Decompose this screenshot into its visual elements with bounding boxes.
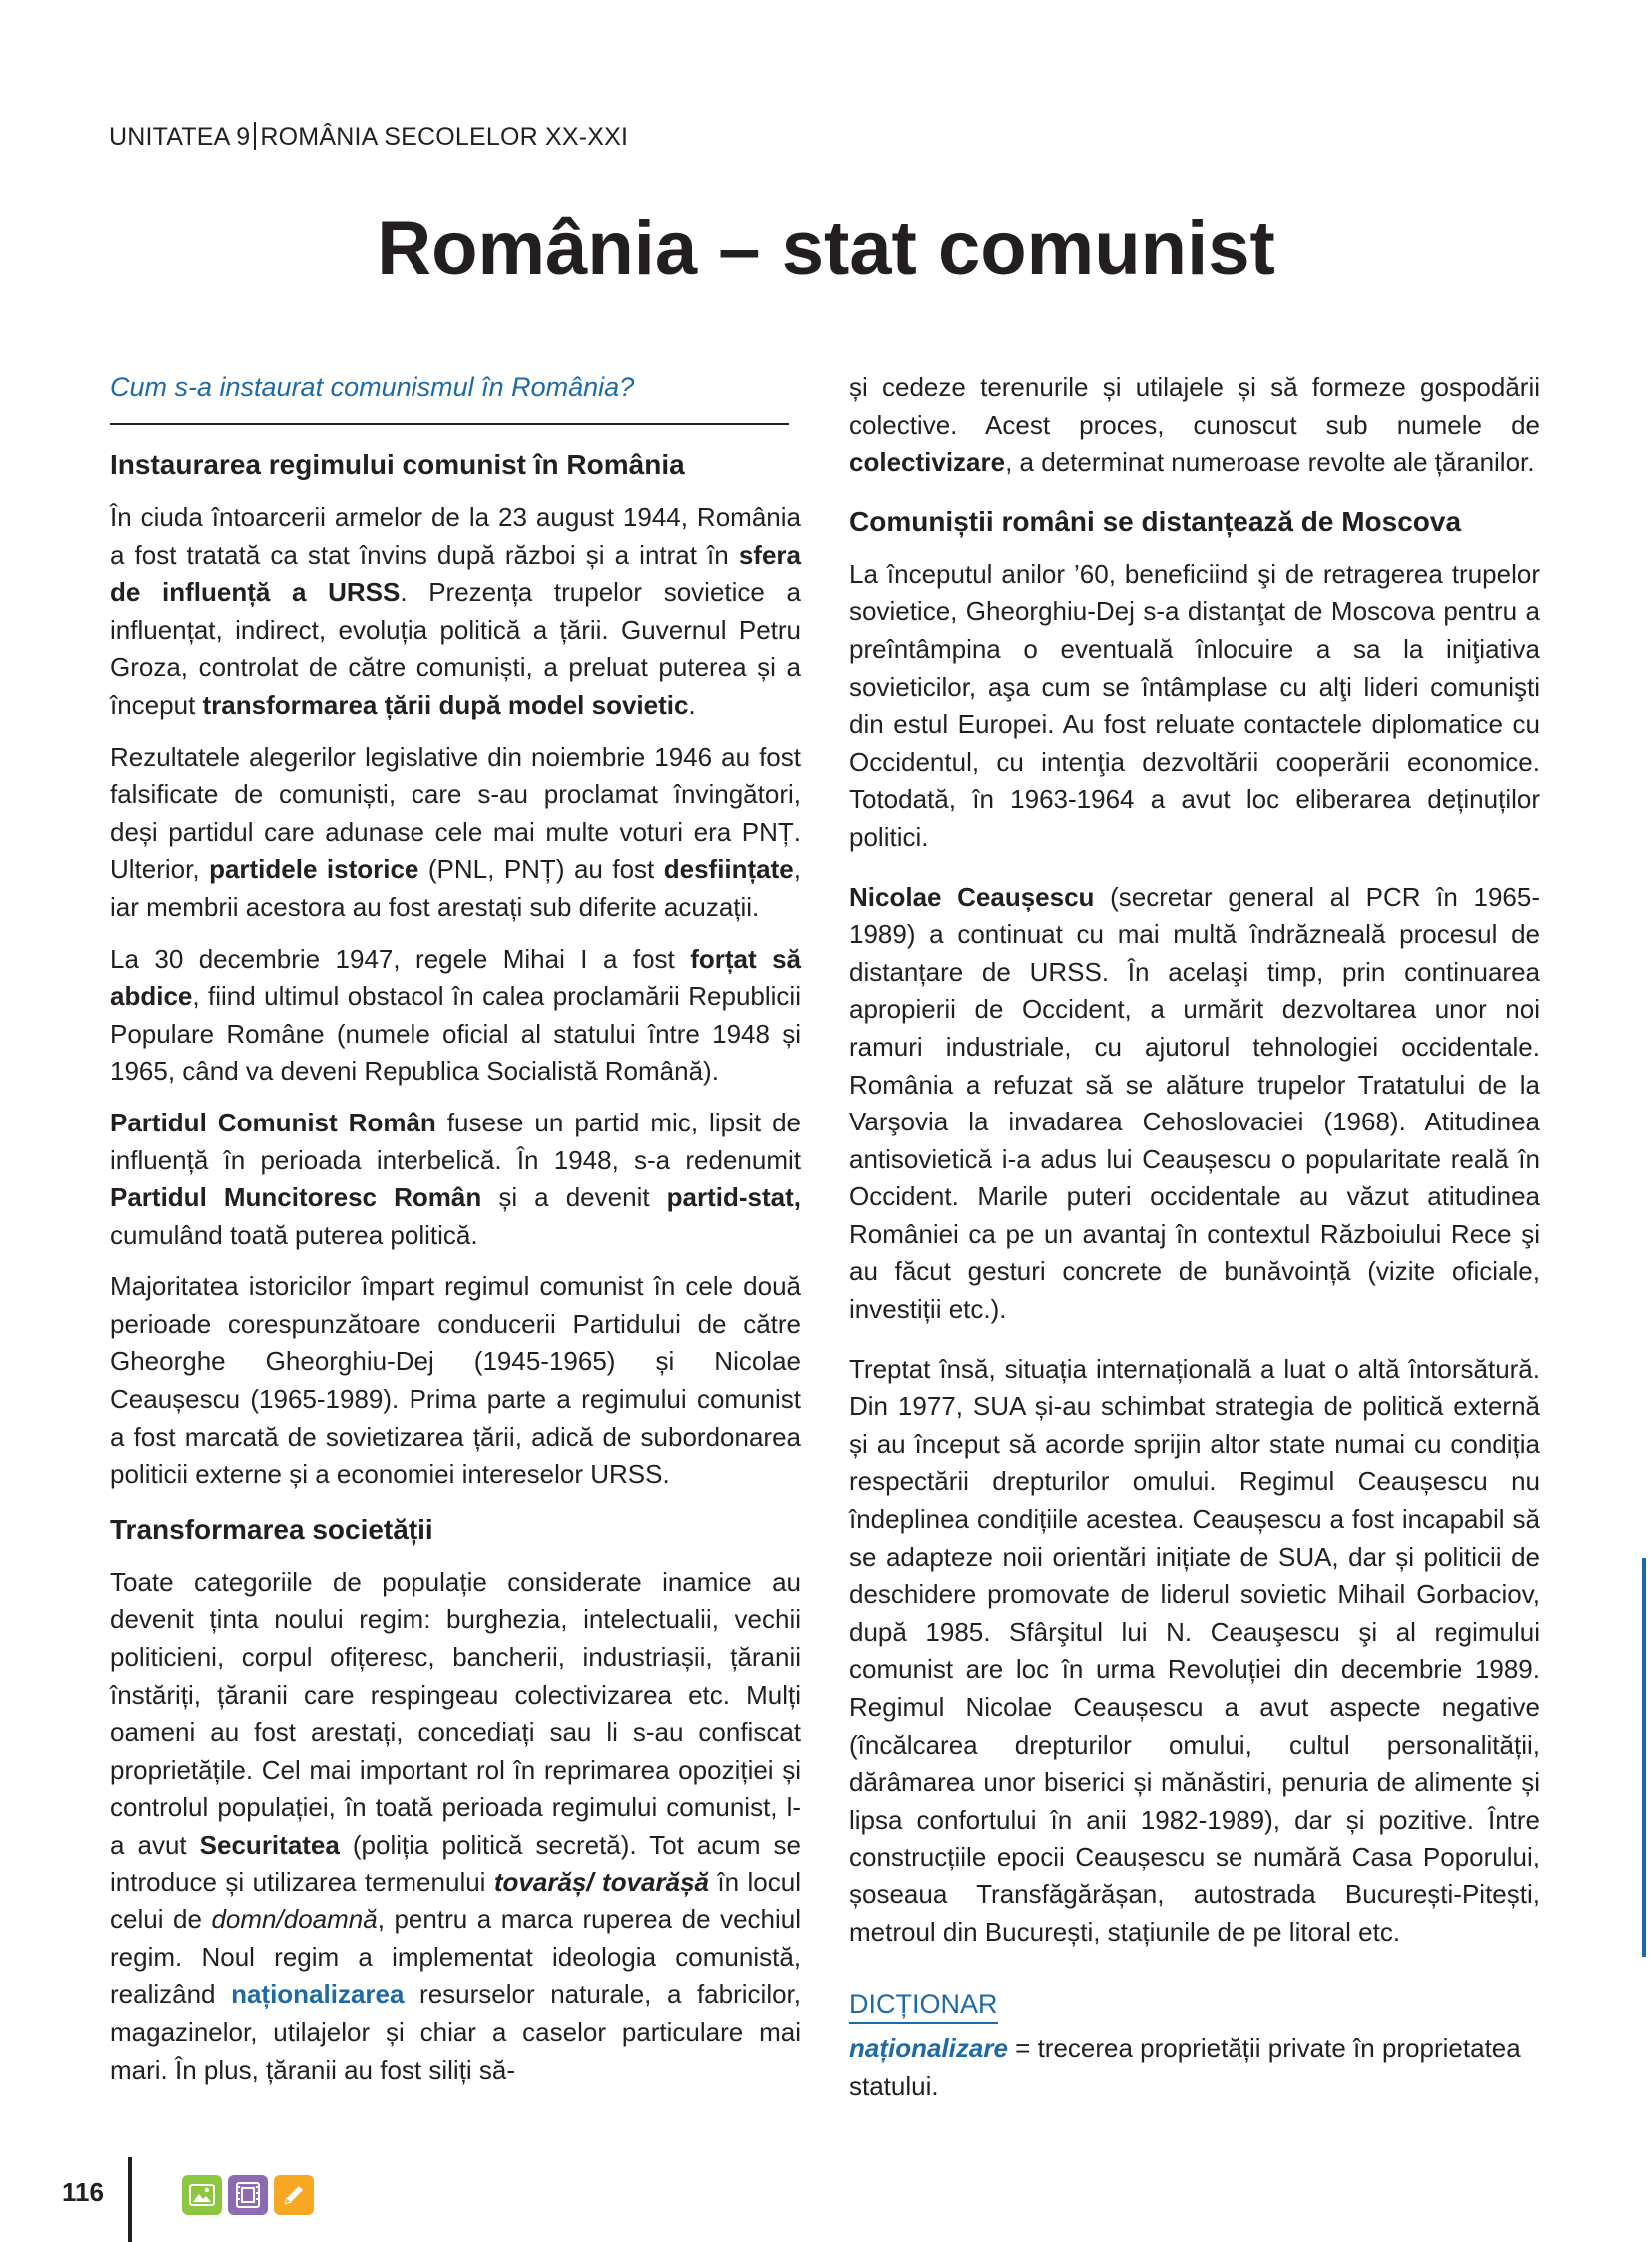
header-separator <box>254 122 256 150</box>
paragraph <box>110 739 801 927</box>
text: (PNL, PNȚ) au fost <box>418 854 664 885</box>
paragraph: Majoritatea istoricilor împart regimul comunist în cele două perioade corespunzătoare conducerii Partidului de către Gheorghe Gheorghiu-Dej (1945-1965) și Nicolae Ceaușescu (1965-1989). Prima parte a regimului comunist a fost marcată de sovietizarea țării, adică de subordonarea politicii externe și a economiei intereselor URSS. <box>110 1271 801 1490</box>
dictionary-heading: DICȚIONAR <box>849 1989 998 2024</box>
paragraph <box>849 370 1540 482</box>
paragraph <box>110 941 801 1091</box>
text: fusese un partid mic, lipsit de influență în perioada interbelică. În 1948, s-a redenumit <box>110 1107 801 1175</box>
text: în locul celui de <box>110 1867 802 1935</box>
page-number: 116 <box>62 2177 104 2207</box>
key-term: partidele istorice <box>209 854 419 885</box>
dictionary-definition: = trecerea proprietății private în proprietatea statului. <box>849 2033 1521 2101</box>
dictionary-term: naționalizare <box>849 2033 1008 2064</box>
key-term: Nicolae Ceaușescu <box>849 881 1095 912</box>
text: . <box>688 689 696 720</box>
key-term: Securitatea <box>199 1830 340 1860</box>
left-column <box>110 370 801 2103</box>
key-term: desființate <box>663 854 794 885</box>
section-heading-transformarea: Transformarea societății <box>110 1513 433 1545</box>
paragraph: Treptat însă, situația internațională a luat o altă întorsătură. Din 1977, SUA și-au schimbat strategia de politică externă și au început să acorde sprijin altor state numai cu condiția respectării drepturilor omului. Regimul Ceaușescu nu îndeplinea condițiile acestea. Ceaușescu a fost incapabil să se adapteze noii orientări inițiate de SUA, dar și politicii de deschidere promovate de liderul sovietic Mihail Gorbaciov, după 1985. Sfârşitul lui N. Ceauşescu şi al regimului comunist are loc în urma Revoluției din decembrie 1989. Regimul Nicolae Ceaușescu a avut aspecte negative (încălcarea drepturilor omului, cultul personalității, dărâmarea unor biserici și mănăstiri, penuria de alimente și lipsa confortului în anii 1982-1989), dar și pozitive. Între construcțiile epocii Ceaușescu se numără Casa Poporului, șoseaua Transfăgărășan, autostrada București-Pitești, metroul din București, stațiunile de pe litoral etc. <box>849 1353 1540 1947</box>
text: (secretar general al PCR în 1965-1989) a continuat cu mai multă îndrăzneală procesul de distanțare de URSS. În acelaşi timp, prin continuarea apropierii de Occident, a urmărit dezvoltarea unor noi ramuri industriale, cu ajutorul tehnologiei occidentale. România a refuzat să se alăture trupelor Tratatului de la Varşovia la invadarea Cehoslovaciei (1968). Atitudinea antisovietică i-a adus lui Ceaușescu o popularitate reală în Occident. Marile puteri occidentale au văzut atitudinea României ca pe un avantaj în contextul Războiului Rece şi au făcut gesturi concrete de bunăvoință (vizite oficiale, investiții etc.). <box>849 881 1541 1325</box>
pencil-icon[interactable] <box>274 2175 314 2215</box>
text: cumulând toată puterea politică. <box>110 1219 478 1250</box>
text: resurselor naturale, a fabricilor, magazinelor, utilajelor și chiar a caselor particulare mai mari. În plus, țăranii au fost siliți să- <box>110 1979 801 2085</box>
section-heading-distantare: Comuniștii români se distanțează de Moscova <box>849 505 1462 537</box>
text: , a determinat numeroase revolte ale țăranilor. <box>1005 447 1535 478</box>
key-term: Partidul Muncitoresc Român <box>110 1182 482 1213</box>
lesson-question: Cum s-a instaurat comunismul în România? <box>110 373 635 402</box>
section-heading-instaurarea: Instaurarea regimului comunist în România <box>110 449 685 480</box>
text: Toate categoriile de populație considerate inamice au devenit ținta noului regim: burghezia, intelectualii, vechii politicieni, corpul ofițeresc, bancherii, industriașii, țăranii înstăriți, țăranii care respingeau colectivizarea etc. Mulți oameni au fost arestați, concediați sau li s-au confiscat proprietățile. Cel mai important rol în reprimarea opoziției și controlul populației, în toată perioada regimului comunist, l-a avut <box>110 1566 801 1860</box>
image-icon[interactable] <box>182 2175 222 2215</box>
text: , pentru a marca ruperea de vechiul regim. Noul regim a implementat ideologia comunistă, realizând <box>110 1904 802 2010</box>
text: Rezultatele alegerilor legislative din noiembrie 1946 au fost falsificate de comuniști, care s-au proclamat învingători, deși partidul care adunase cele mai multe voturi era PNȚ. Ulterior, <box>110 741 801 885</box>
key-term: partid-stat, <box>666 1182 801 1213</box>
key-term: colectivizare <box>849 447 1006 478</box>
page-title: România – stat comunist <box>377 206 1275 291</box>
unit-title: ROMÂNIA SECOLELOR XX-XXI <box>260 123 629 151</box>
right-column <box>849 370 1540 2119</box>
key-term: sfera de influență a URSS <box>110 539 801 608</box>
video-icon[interactable] <box>228 2175 268 2215</box>
emphasis: domn/doamnă <box>211 1904 378 1935</box>
dictionary-term-link: naționalizarea <box>231 1979 405 2010</box>
text: , iar membrii acestora au fost arestați sub diferite acuzații. <box>110 854 801 922</box>
question-divider <box>110 423 789 425</box>
dictionary-entry <box>849 2030 1540 2105</box>
paragraph <box>849 879 1540 1329</box>
key-term: tovarăș/ tovarășă <box>493 1867 709 1897</box>
text: (poliția politică secretă). Tot acum se introduce și utilizarea termenului <box>110 1830 801 1897</box>
key-term: Partidul Comunist Român <box>110 1107 436 1137</box>
paragraph <box>110 1564 801 2089</box>
unit-header <box>109 122 628 152</box>
unit-number: UNITATEA 9 <box>109 123 251 151</box>
media-icons <box>182 2175 314 2215</box>
text: și cedeze terenurile și utilajele și să formeze gospodării colective. Acest proces, cunoscut sub numele de <box>849 373 1540 440</box>
key-term: transformarea țării după model sovietic <box>202 689 689 720</box>
paragraph <box>110 1105 801 1254</box>
page-edge-marker <box>1642 1558 1646 1957</box>
text: . Prezența trupelor sovietice a influențat, indirect, evoluția politică a țării. Guvernul Petru Groza, controlat de către comuniști, a preluat puterea și a început <box>110 577 801 720</box>
key-term: forțat să abdice <box>110 943 801 1012</box>
text: , fiind ultimul obstacol în calea proclamării Republicii Populare Române (numele oficial al statului între 1948 și 1965, când va deveni Republica Socialistă Română). <box>110 981 801 1087</box>
paragraph <box>110 499 801 725</box>
text: și a devenit <box>481 1182 667 1213</box>
text: În ciuda întoarcerii armelor de la 23 august 1944, România a fost tratată ca stat învins după război și a intrat în <box>110 502 801 570</box>
text: La 30 decembrie 1947, regele Mihai I a fost <box>110 943 691 974</box>
paragraph: La începutul anilor ’60, beneficiind şi de retragerea trupelor sovietice, Gheorghiu-Dej s-a distanţat de Moscova pentru a preîntâmpina o eventuală înlocuire a sa la iniţiativa sovieticilor, aşa cum se întâmplase cu alţi lideri comunişti din estul Europei. Au fost reluate contactele diplomatice cu Occidentul, cu intenţia dezvoltării cooperării economice. Totodată, în 1963-1964 a avut loc eliberarea deținuților politici. <box>849 558 1540 852</box>
footer-divider <box>128 2157 132 2242</box>
